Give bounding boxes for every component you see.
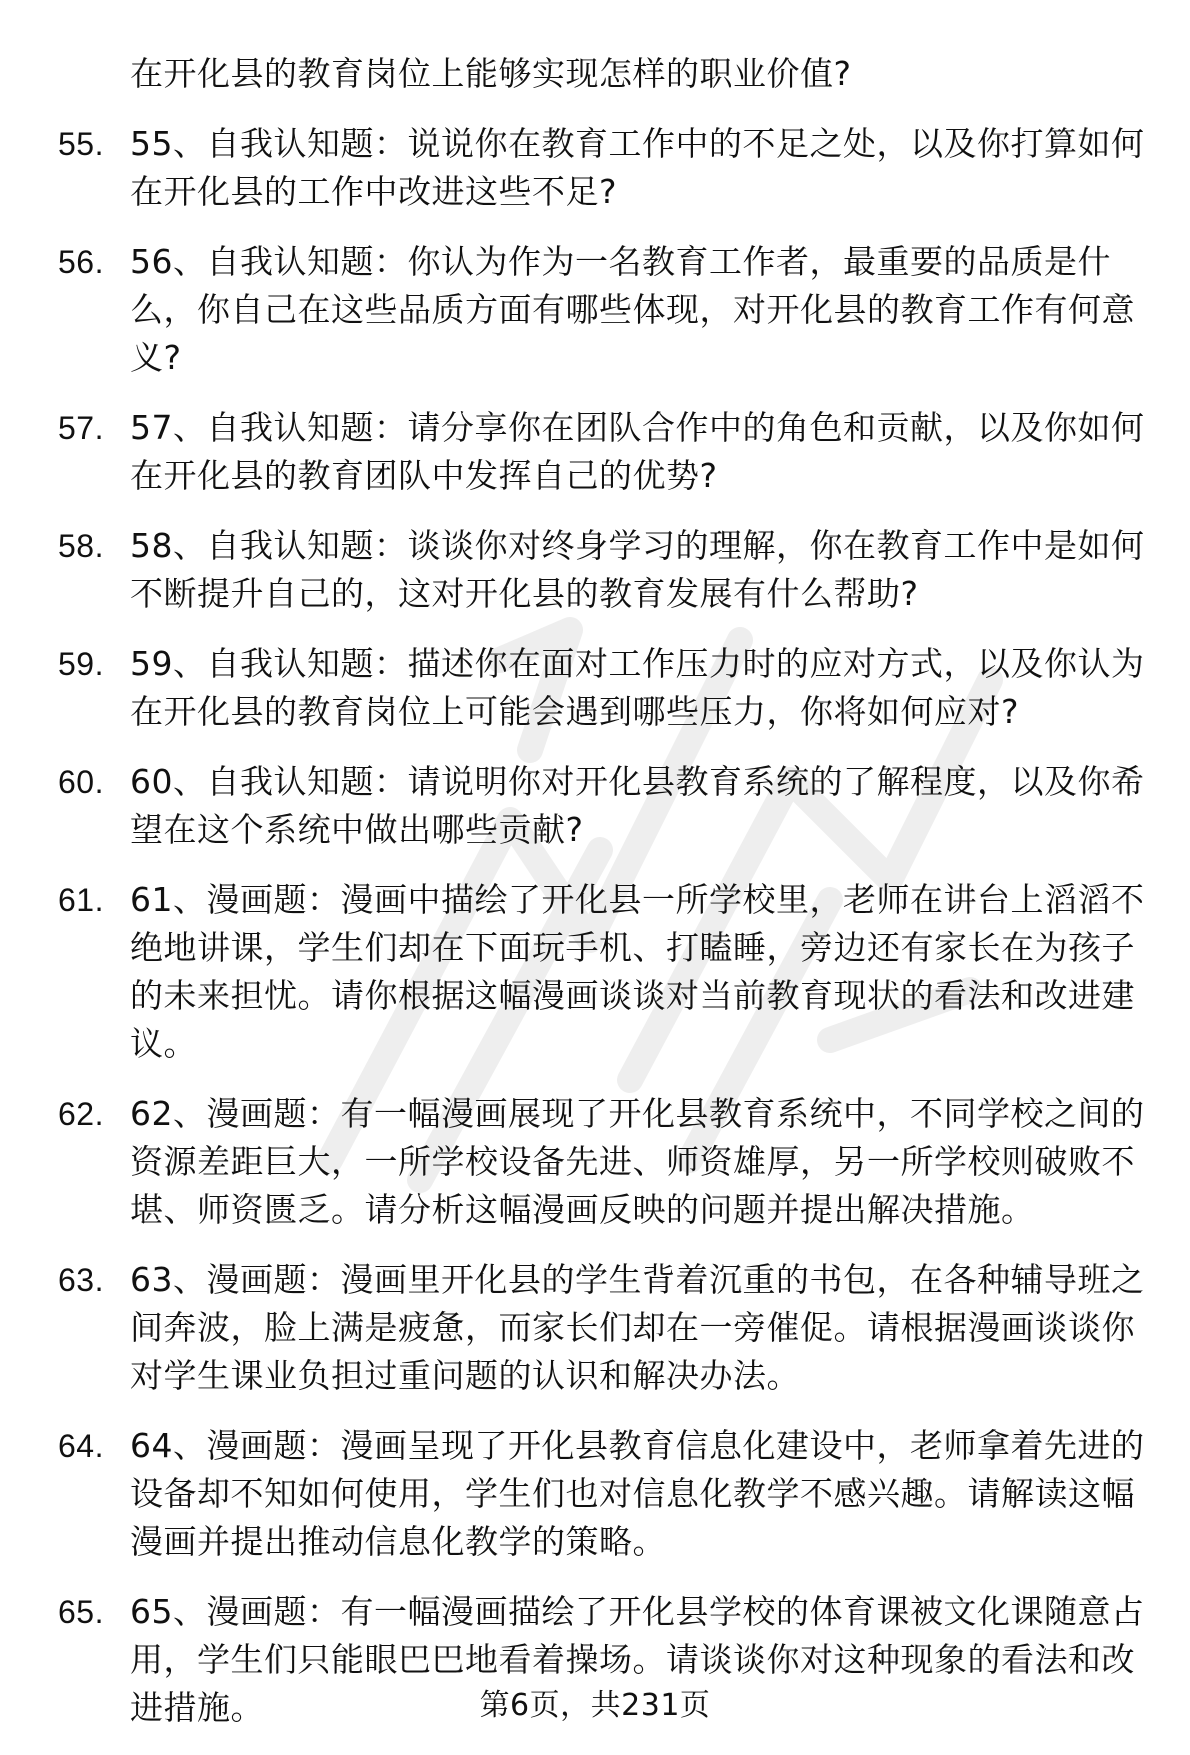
list-item bbox=[58, 1256, 1148, 1400]
item-number: 56. bbox=[58, 244, 104, 280]
list-item bbox=[58, 640, 1148, 736]
document-body bbox=[58, 50, 1148, 1754]
item-number: 62. bbox=[58, 1096, 104, 1132]
list-item bbox=[58, 120, 1148, 216]
item-text: 63、漫画题：漫画里开化县的学生背着沉重的书包，在各种辅导班之间奔波，脸上满是疲惫，而家长们却在一旁催促。请根据漫画谈谈你对学生课业负担过重问题的认识和解决办法。 bbox=[130, 1260, 1145, 1395]
list-item bbox=[58, 1090, 1148, 1234]
item-text: 59、自我认知题：描述你在面对工作压力时的应对方式，以及你认为在开化县的教育岗位上可能会遇到哪些压力，你将如何应对? bbox=[130, 644, 1145, 731]
item-number: 57. bbox=[58, 410, 104, 446]
item-text: 56、自我认知题：你认为作为一名教育工作者，最重要的品质是什么，你自己在这些品质方面有哪些体现，对开化县的教育工作有何意义? bbox=[130, 242, 1135, 377]
item-number: 55. bbox=[58, 126, 104, 162]
item-text: 62、漫画题：有一幅漫画展现了开化县教育系统中，不同学校之间的资源差距巨大，一所学校设备先进、师资雄厚，另一所学校则破败不堪、师资匮乏。请分析这幅漫画反映的问题并提出解决措施。 bbox=[130, 1094, 1145, 1229]
list-item bbox=[58, 238, 1148, 382]
item-text: 60、自我认知题：请说明你对开化县教育系统的了解程度，以及你希望在这个系统中做出哪些贡献? bbox=[130, 762, 1145, 849]
list-item bbox=[58, 522, 1148, 618]
item-text: 55、自我认知题：说说你在教育工作中的不足之处，以及你打算如何在开化县的工作中改进这些不足? bbox=[130, 124, 1145, 211]
page-number-footer: 第6页，共231页 bbox=[479, 1688, 711, 1723]
item-text: 61、漫画题：漫画中描绘了开化县一所学校里，老师在讲台上滔滔不绝地讲课，学生们却在下面玩手机、打瞌睡，旁边还有家长在为孩子的未来担忧。请你根据这幅漫画谈谈对当前教育现状的看法和改进建议。 bbox=[130, 880, 1145, 1063]
list-item bbox=[58, 758, 1148, 854]
item-text: 64、漫画题：漫画呈现了开化县教育信息化建设中，老师拿着先进的设备却不知如何使用，学生们也对信息化教学不感兴趣。请解读这幅漫画并提出推动信息化教学的策略。 bbox=[130, 1426, 1145, 1561]
item-number: 65. bbox=[58, 1594, 104, 1630]
item-text: 65、漫画题：有一幅漫画描绘了开化县学校的体育课被文化课随意占用，学生们只能眼巴巴地看着操场。请谈谈你对这种现象的看法和改进措施。 bbox=[130, 1592, 1145, 1727]
list-item bbox=[58, 1422, 1148, 1566]
item-number: 63. bbox=[58, 1262, 104, 1298]
item-number: 59. bbox=[58, 646, 104, 682]
item-number: 61. bbox=[58, 882, 104, 918]
item-number: 60. bbox=[58, 764, 104, 800]
item-number: 64. bbox=[58, 1428, 104, 1464]
question-list bbox=[58, 120, 1148, 1732]
list-item bbox=[58, 404, 1148, 500]
item-text: 58、自我认知题：谈谈你对终身学习的理解，你在教育工作中是如何不断提升自己的，这对开化县的教育发展有什么帮助? bbox=[130, 526, 1145, 613]
continued-question-text: 在开化县的教育岗位上能够实现怎样的职业价值? bbox=[130, 54, 852, 93]
item-text: 57、自我认知题：请分享你在团队合作中的角色和贡献，以及你如何在开化县的教育团队中发挥自己的优势? bbox=[130, 408, 1145, 495]
item-number: 58. bbox=[58, 528, 104, 564]
list-item bbox=[58, 876, 1148, 1068]
